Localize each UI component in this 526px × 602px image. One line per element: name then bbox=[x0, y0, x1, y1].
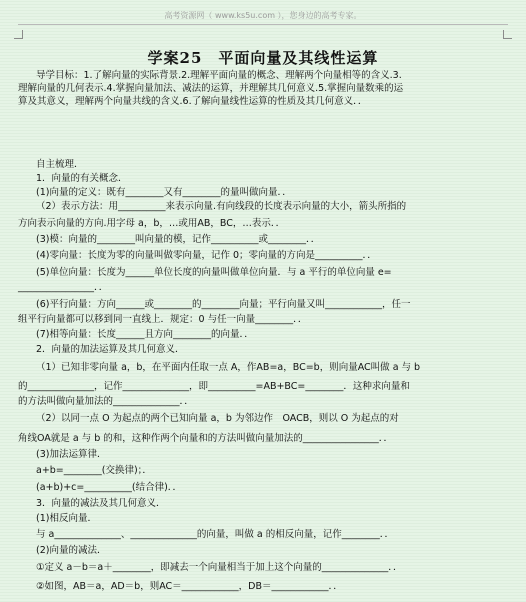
s1-line-9: (6)平行向量：方向______或________的________向量；平行向量又叫____________，任一 bbox=[36, 299, 411, 310]
s2-line-6: 角线OA就是 a 与 b 的和，这种作两个向量和的方法叫做向量加法的________________．． bbox=[18, 433, 393, 444]
s2-line-3: 的______________，记作______________，即__________=AB+BC=________．这种求向量和 bbox=[18, 381, 410, 392]
s1-line-3: （2）表示方法：用__________来表示向量.有向线段的长度表示向量的大小，箭头所指的 bbox=[36, 201, 407, 212]
page-title: 学案25 平面向量及其线性运算 bbox=[147, 49, 379, 67]
header-divider bbox=[18, 24, 508, 25]
s2-line-4: 的方法叫做向量加法的______________．． bbox=[18, 396, 194, 407]
s1-line-6: (4)零向量：长度为零的向量叫做零向量，记作 0；零向量的方向是__________．． bbox=[36, 250, 377, 261]
s1-line-8: ________________．． bbox=[18, 282, 109, 293]
section-heading: 自主梳理． bbox=[36, 159, 84, 170]
s3-line-3: 与 a______________、______________的向量，叫做 a 的相反向量，记作________．． bbox=[36, 529, 394, 540]
objectives-line-2: 理解向量的几何表示.4.掌握向量加法、减法的运算，并理解其几何意义.5.掌握向量数乘的运 bbox=[18, 83, 404, 94]
corner-mark-left bbox=[14, 30, 23, 39]
corner-mark-right bbox=[503, 30, 512, 39]
s3-line-1: 3．向量的减法及其几何意义． bbox=[36, 498, 166, 509]
s2-line-2: （1）已知非零向量 a，b，在平面内任取一点 A，作AB=a，BC=b，则向量AC叫做 a 与 b bbox=[36, 362, 421, 373]
s1-line-10: 组平行向量都可以移到同一直线上．规定：0 与任一向量________．． bbox=[18, 314, 308, 325]
s3-line-4: (2)向量的减法． bbox=[36, 545, 107, 556]
s1-line-5: (3)模：向量的________叫向量的模，记作__________或________．． bbox=[36, 234, 321, 245]
s2-line-9: (a+b)+c=__________(结合律)．． bbox=[36, 482, 183, 493]
s1-line-7: (5)单位向量：长度为______单位长度的向量叫做单位向量．与 a 平行的单位向量 e= bbox=[36, 267, 392, 278]
s1-line-1: 1．向量的有关概念． bbox=[36, 173, 128, 184]
page-header: 高考资源网（ www.ks5u.com ），您身边的高考专家。 bbox=[164, 11, 362, 20]
s2-line-5: （2）以同一点 O 为起点的两个已知向量 a，b 为邻边作 OACB，则以 O 为起点的对 bbox=[36, 413, 399, 424]
objectives-line-3: 算及其意义，理解两个向量共线的含义.6.了解向量线性运算的性质及其几何意义．． bbox=[18, 96, 368, 107]
s1-line-11: (7)相等向量：长度______且方向________的向量．． bbox=[36, 329, 254, 340]
s3-line-6: ②如图，AB＝a，AD＝b，则AC＝____________，DB＝____________．． bbox=[36, 581, 343, 592]
s2-line-1: 2．向量的加法运算及其几何意义． bbox=[36, 344, 185, 355]
s1-line-2: (1)向量的定义：既有________又有________的量叫做向量．． bbox=[36, 187, 292, 198]
s3-line-2: (1)相反向量． bbox=[36, 513, 97, 524]
s1-line-4: 方向表示向量的方向.用字母 a，b，…或用AB，BC，…表示．． bbox=[18, 218, 286, 229]
s2-line-7: (3)加法运算律． bbox=[36, 449, 107, 460]
objectives-line-1: 导学目标：1.了解向量的实际背景.2.理解平面向量的概念、理解两个向量相等的含义.3. bbox=[36, 70, 402, 81]
s2-line-8: a+b=________(交换律)；． bbox=[36, 465, 152, 476]
s3-line-5: ①定义 a－b＝a＋________，即减去一个向量相当于加上这个向量的______________．． bbox=[36, 562, 403, 573]
